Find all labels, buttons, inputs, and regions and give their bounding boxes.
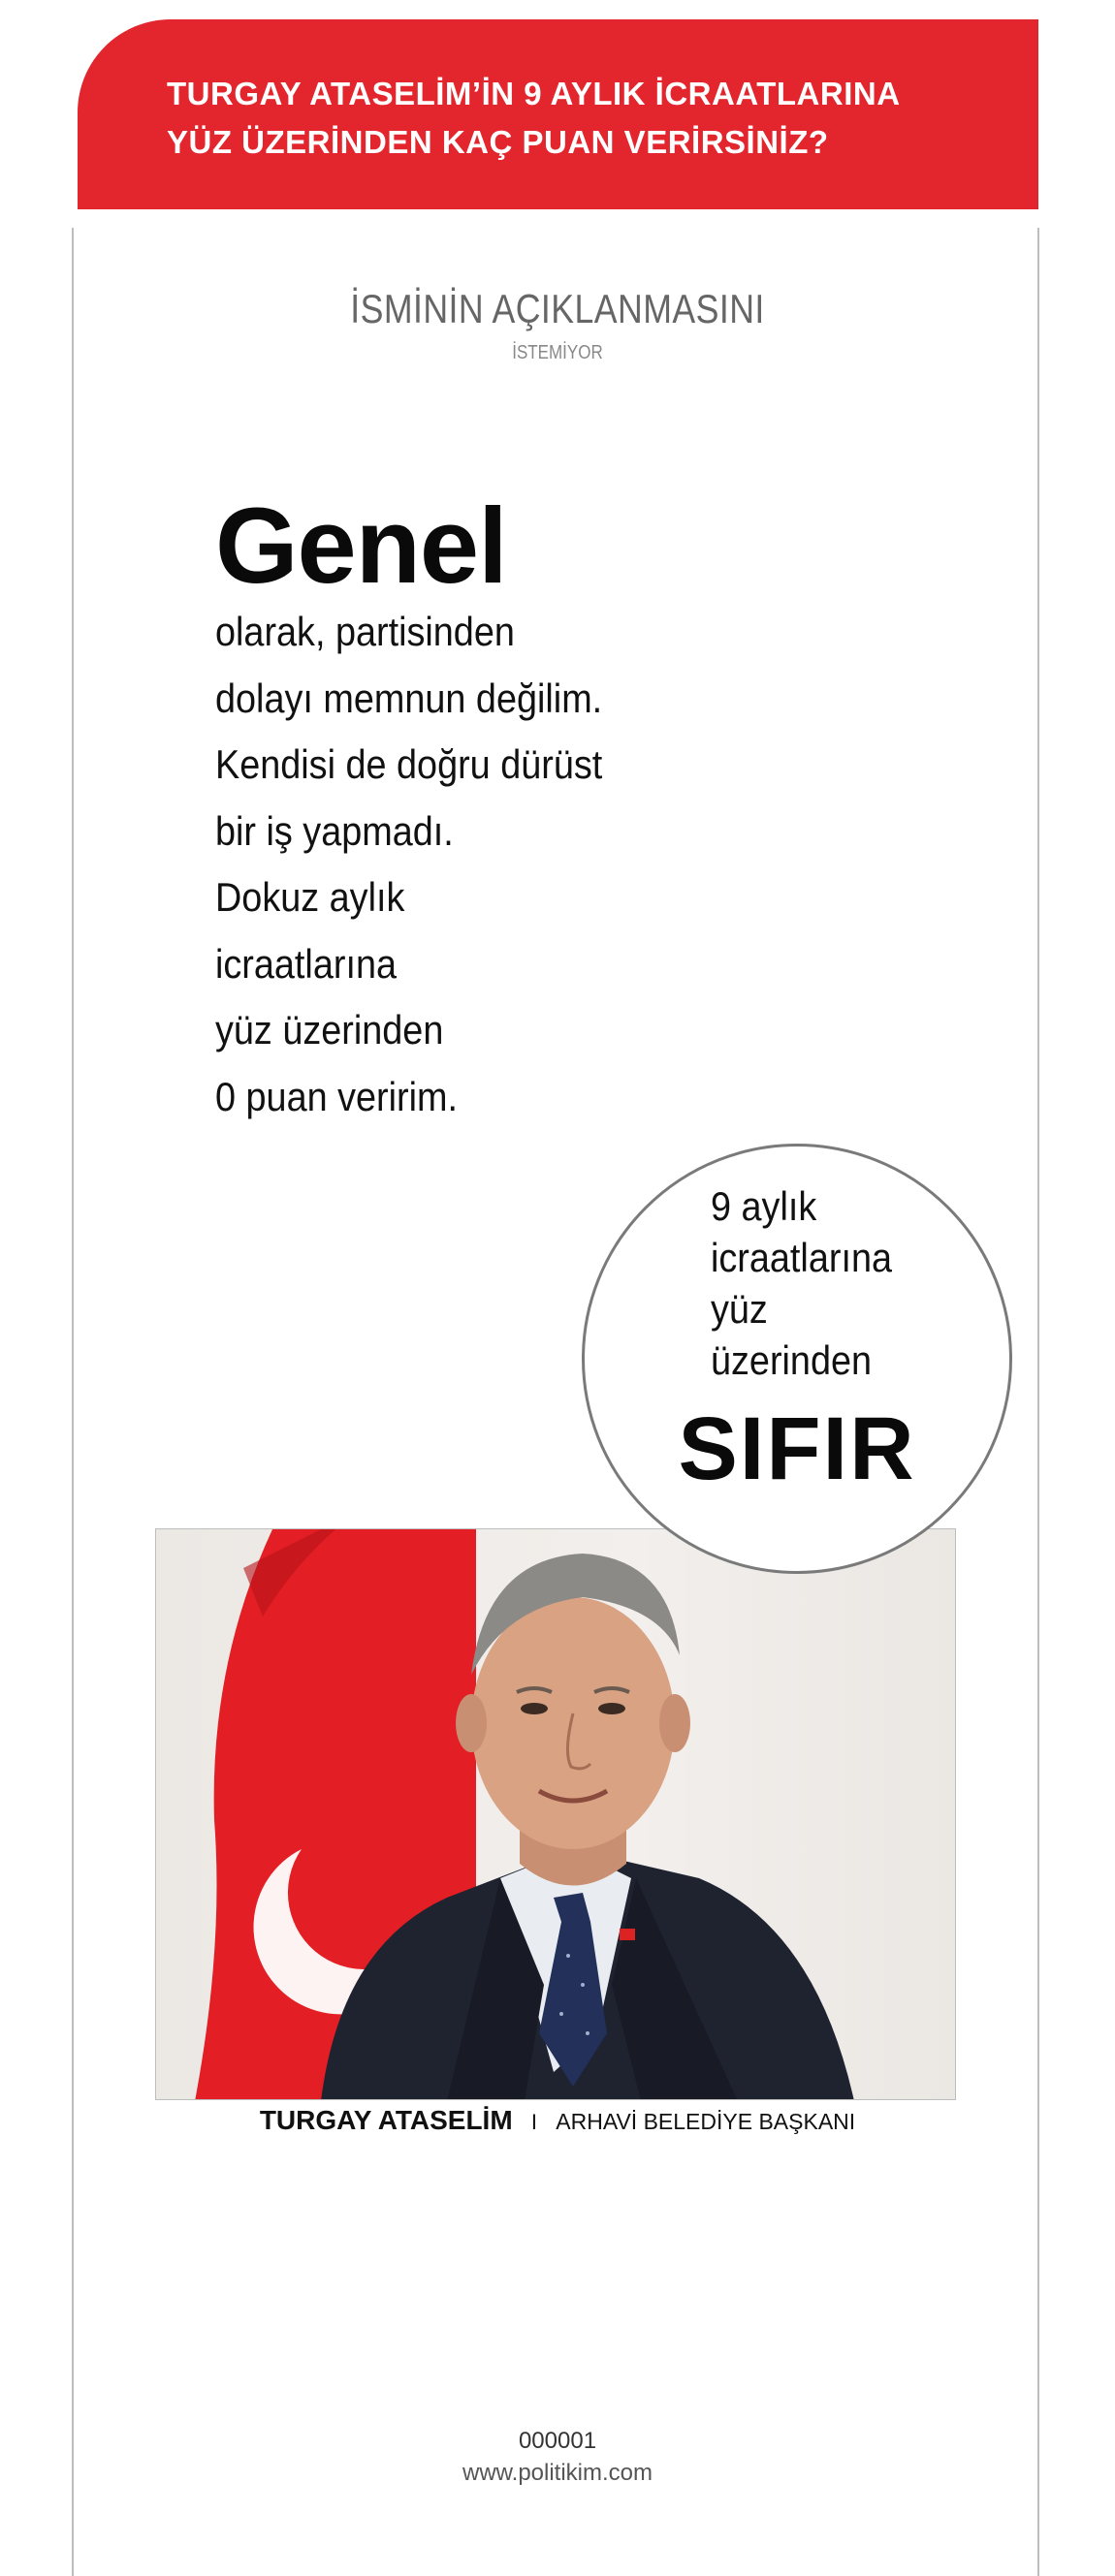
quote-lead-word: Genel	[215, 487, 507, 606]
respondent-name: İSMİNİN AÇIKLANMASINI	[350, 286, 765, 331]
footer-url[interactable]: www.politikim.com	[462, 2460, 653, 2486]
caption-name: TURGAY ATASELİM	[259, 2105, 513, 2135]
banner-line-2: YÜZ ÜZERİNDEN KAÇ PUAN VERİRSİNİZ?	[167, 124, 829, 160]
caption-separator: I	[530, 2110, 538, 2134]
score-badge-line: yüz	[711, 1286, 768, 1332]
quote-line: Kendisi de doğru dürüst	[215, 741, 603, 787]
score-value: SIFIR	[678, 1399, 916, 1498]
photo-caption	[0, 2105, 1115, 2136]
quote-body	[215, 599, 758, 1130]
portrait-photo	[155, 1528, 956, 2100]
score-badge-line: 9 aylık	[711, 1183, 817, 1229]
quote-line: 0 puan veririm.	[215, 1073, 459, 1119]
banner-line-1: TURGAY ATASELİM’İN 9 AYLIK İCRAATLARINA	[167, 76, 901, 111]
respondent-name-sub: İSTEMİYOR	[512, 342, 603, 363]
quote-line: dolayı memnun değilim.	[215, 675, 603, 721]
quote-line: olarak, partisinden	[215, 609, 515, 654]
question-banner	[78, 19, 1038, 209]
quote-line: bir iş yapmadı.	[215, 807, 454, 854]
score-badge-line: icraatlarına	[711, 1235, 892, 1280]
score-badge-line: üzerinden	[711, 1337, 873, 1383]
caption-title: ARHAVİ BELEDİYE BAŞKANI	[556, 2109, 856, 2134]
portrait-illustration	[156, 1529, 956, 2100]
quote-line: yüz üzerinden	[215, 1007, 444, 1052]
score-badge-text	[711, 1180, 982, 1386]
score-badge	[582, 1144, 1012, 1574]
quote-line: Dokuz aylık	[215, 874, 405, 920]
footer-code: 000001	[518, 2428, 597, 2454]
quote-line: icraatlarına	[215, 940, 397, 987]
